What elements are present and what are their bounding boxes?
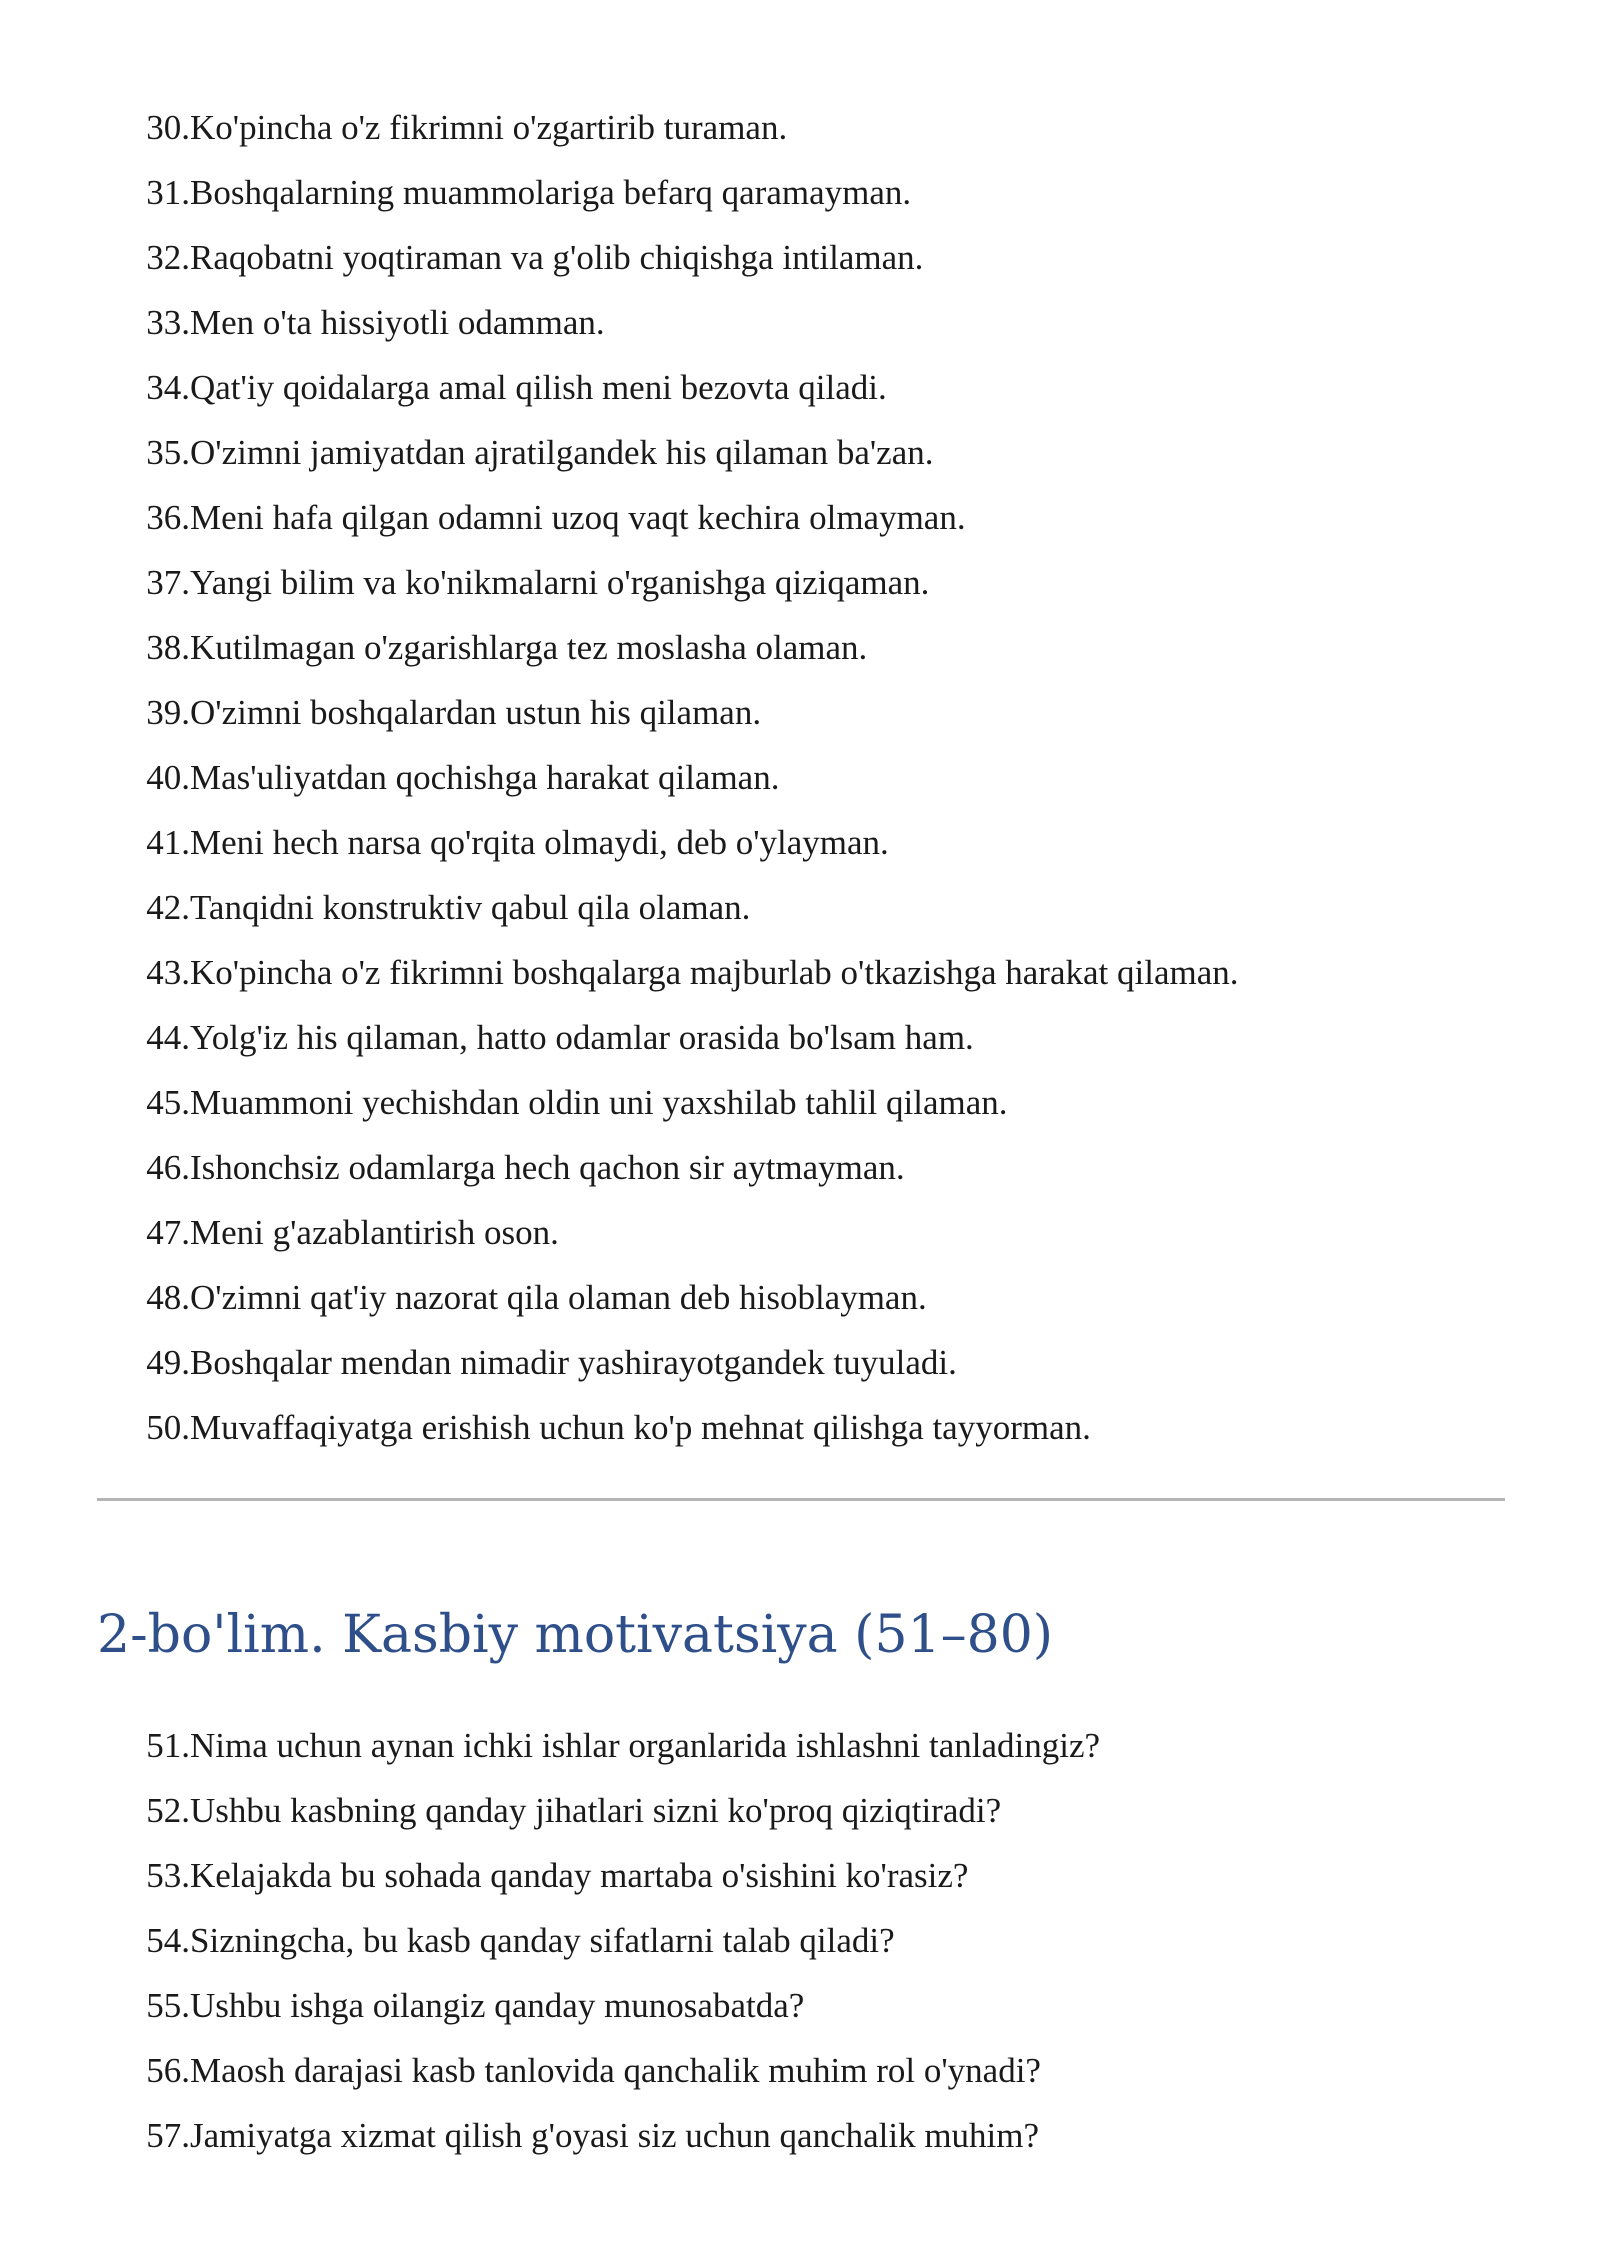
item-text: Men o'ta hissiyotli odamman. [190,302,605,342]
list-item [0,2038,1100,2103]
list-item [0,1070,1239,1135]
item-number: 50. [146,1407,190,1447]
item-text: Mas'uliyatdan qochishga harakat qilaman. [190,757,780,797]
item-text: Meni hafa qilgan odamni uzoq vaqt kechira olmayman. [190,497,966,537]
item-number: 32. [146,237,190,277]
item-text: Nima uchun aynan ichki ishlar organlarida ishlashni tanladingiz? [190,1725,1101,1765]
item-number: 30. [146,107,190,147]
list-item [0,680,1239,745]
item-number: 31. [146,172,190,212]
list-item [0,1973,1100,2038]
item-number: 55. [146,1985,190,2025]
list-item [0,615,1239,680]
item-text: O'zimni qat'iy nazorat qila olaman deb hisoblayman. [190,1277,927,1317]
list-item [0,1135,1239,1200]
item-number: 51. [146,1725,190,1765]
item-text: Jamiyatga xizmat qilish g'oyasi siz uchun qanchalik muhim? [190,2115,1040,2155]
list-item [0,1265,1239,1330]
item-number: 48. [146,1277,190,1317]
item-number: 57. [146,2115,190,2155]
item-number: 53. [146,1855,190,1895]
item-text: Ushbu kasbning qanday jihatlari sizni ko'proq qiziqtiradi? [190,1790,1002,1830]
item-text: Muammoni yechishdan oldin uni yaxshilab tahlil qilaman. [190,1082,1008,1122]
item-number: 38. [146,627,190,667]
item-number: 56. [146,2050,190,2090]
item-number: 54. [146,1920,190,1960]
item-text: Ko'pincha o'z fikrimni boshqalarga majburlab o'tkazishga harakat qilaman. [190,952,1239,992]
list-item [0,95,1239,160]
list-item [0,1395,1239,1460]
questionnaire-list-section-1 [0,95,1239,1460]
list-item [0,810,1239,875]
item-text: Boshqalarning muammolariga befarq qaramayman. [190,172,912,212]
list-item [0,1200,1239,1265]
list-item [0,2103,1100,2168]
item-number: 39. [146,692,190,732]
item-text: Yolg'iz his qilaman, hatto odamlar orasida bo'lsam ham. [190,1017,974,1057]
item-number: 34. [146,367,190,407]
item-number: 46. [146,1147,190,1187]
item-number: 52. [146,1790,190,1830]
item-number: 41. [146,822,190,862]
list-item [0,940,1239,1005]
item-text: Ushbu ishga oilangiz qanday munosabatda? [190,1985,805,2025]
item-text: Ishonchsiz odamlarga hech qachon sir aytmayman. [190,1147,905,1187]
section-divider [97,1498,1505,1501]
item-number: 36. [146,497,190,537]
item-text: Qat'iy qoidalarga amal qilish meni bezovta qiladi. [190,367,887,407]
item-text: Boshqalar mendan nimadir yashirayotgandek tuyuladi. [190,1342,957,1382]
item-text: Meni g'azablantirish oson. [190,1212,559,1252]
list-item [0,1005,1239,1070]
item-number: 33. [146,302,190,342]
list-item [0,420,1239,485]
item-text: O'zimni jamiyatdan ajratilgandek his qilaman ba'zan. [190,432,934,472]
list-item [0,745,1239,810]
item-text: Tanqidni konstruktiv qabul qila olaman. [190,887,751,927]
item-text: Muvaffaqiyatga erishish uchun ko'p mehnat qilishga tayyorman. [190,1407,1091,1447]
item-number: 35. [146,432,190,472]
list-item [0,1713,1100,1778]
list-item [0,355,1239,420]
list-item [0,1330,1239,1395]
list-item [0,160,1239,225]
item-number: 44. [146,1017,190,1057]
item-text: O'zimni boshqalardan ustun his qilaman. [190,692,762,732]
item-number: 42. [146,887,190,927]
item-number: 47. [146,1212,190,1252]
item-number: 49. [146,1342,190,1382]
list-item [0,1843,1100,1908]
list-item [0,1778,1100,1843]
item-text: Kutilmagan o'zgarishlarga tez moslasha olaman. [190,627,868,667]
list-item [0,290,1239,355]
questionnaire-list-section-2 [0,1713,1100,2168]
item-number: 40. [146,757,190,797]
item-text: Maosh darajasi kasb tanlovida qanchalik muhim rol o'ynadi? [190,2050,1041,2090]
list-item [0,485,1239,550]
list-item [0,550,1239,615]
item-number: 45. [146,1082,190,1122]
item-number: 43. [146,952,190,992]
item-text: Yangi bilim va ko'nikmalarni o'rganishga qiziqaman. [190,562,930,602]
section-heading: 2-bo'lim. Kasbiy motivatsiya (51–80) [97,1605,1054,1665]
item-text: Kelajakda bu sohada qanday martaba o'sishini ko'rasiz? [190,1855,969,1895]
item-text: Raqobatni yoqtiraman va g'olib chiqishga intilaman. [190,237,924,277]
item-number: 37. [146,562,190,602]
list-item [0,225,1239,290]
list-item [0,1908,1100,1973]
item-text: Ko'pincha o'z fikrimni o'zgartirib turaman. [190,107,788,147]
item-text: Meni hech narsa qo'rqita olmaydi, deb o'ylayman. [190,822,889,862]
item-text: Sizningcha, bu kasb qanday sifatlarni talab qiladi? [190,1920,895,1960]
list-item [0,875,1239,940]
